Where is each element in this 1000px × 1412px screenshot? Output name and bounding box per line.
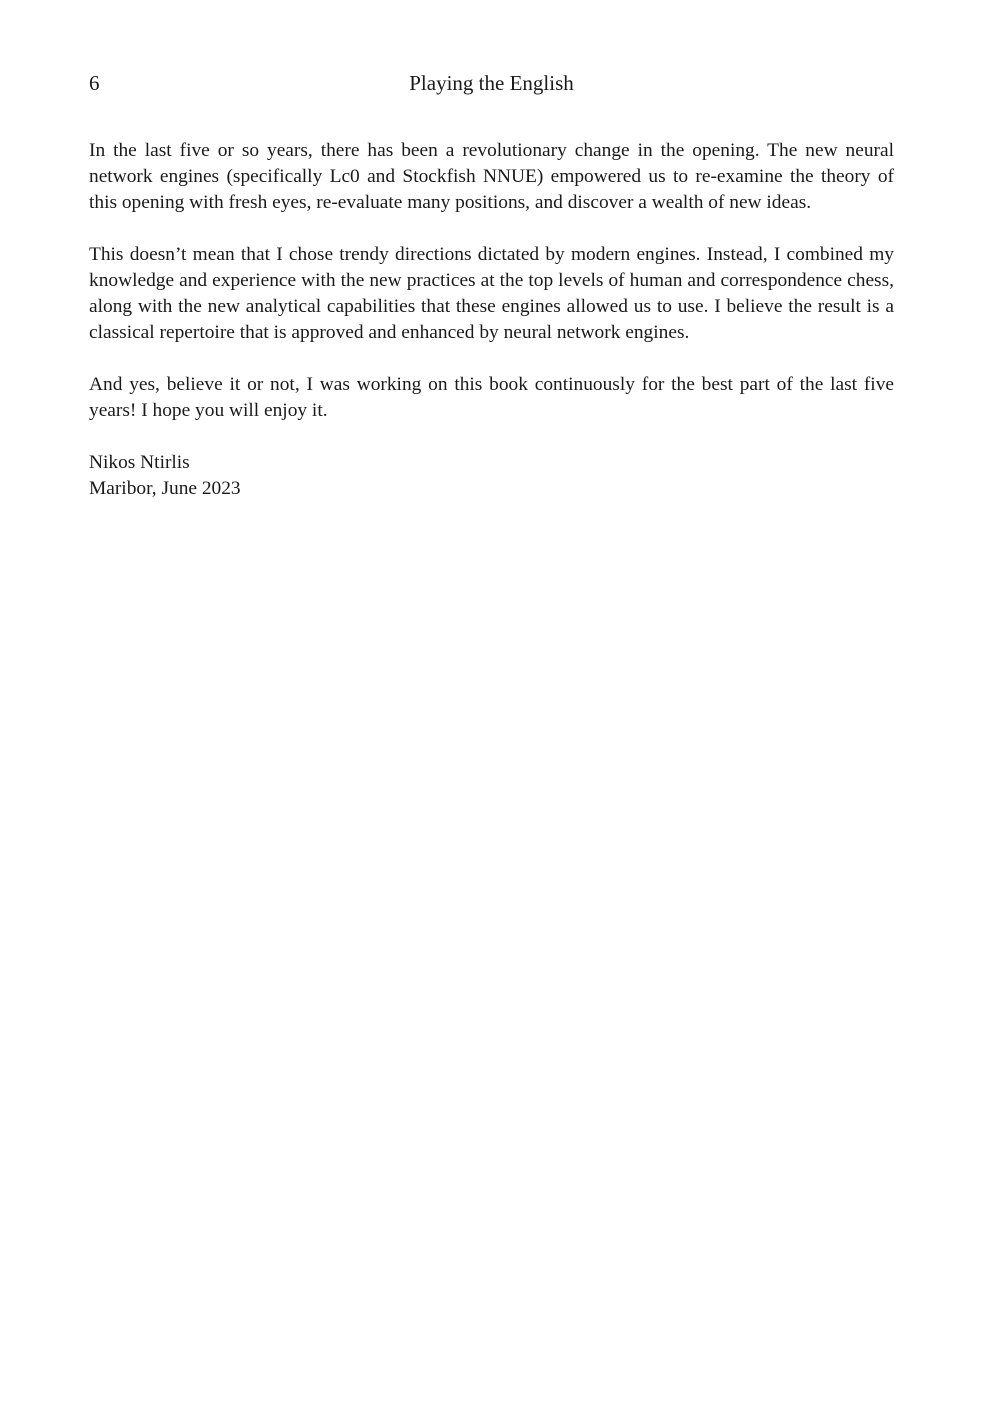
page-number: 6 bbox=[89, 71, 100, 95]
book-title: Playing the English bbox=[409, 71, 574, 95]
running-head bbox=[89, 68, 894, 98]
place-date: Maribor, June 2023 bbox=[89, 478, 241, 499]
author-name: Nikos Ntirlis bbox=[89, 452, 190, 473]
paragraph-2: This doesn’t mean that I chose trendy directions dictated by modern engines. Instead, I combined my knowledge and experience with the new practices at the top levels of human and correspondence chess, along with the new analytical capabilities that these engines allowed us to use. I believe the result is a classical repertoire that is approved and enhanced by neural network engines. bbox=[89, 244, 894, 343]
body-text bbox=[89, 138, 894, 502]
paragraph-1: In the last five or so years, there has been a revolutionary change in the opening. The new neural network engines (specifically Lc0 and Stockfish NNUE) empowered us to re-examine the theory of this opening with fresh eyes, re-evaluate many positions, and discover a wealth of new ideas. bbox=[89, 140, 894, 213]
paragraph-3: And yes, believe it or not, I was working on this book continuously for the best part of the last five years! I hope you will enjoy it. bbox=[89, 374, 894, 421]
signature bbox=[89, 450, 894, 502]
